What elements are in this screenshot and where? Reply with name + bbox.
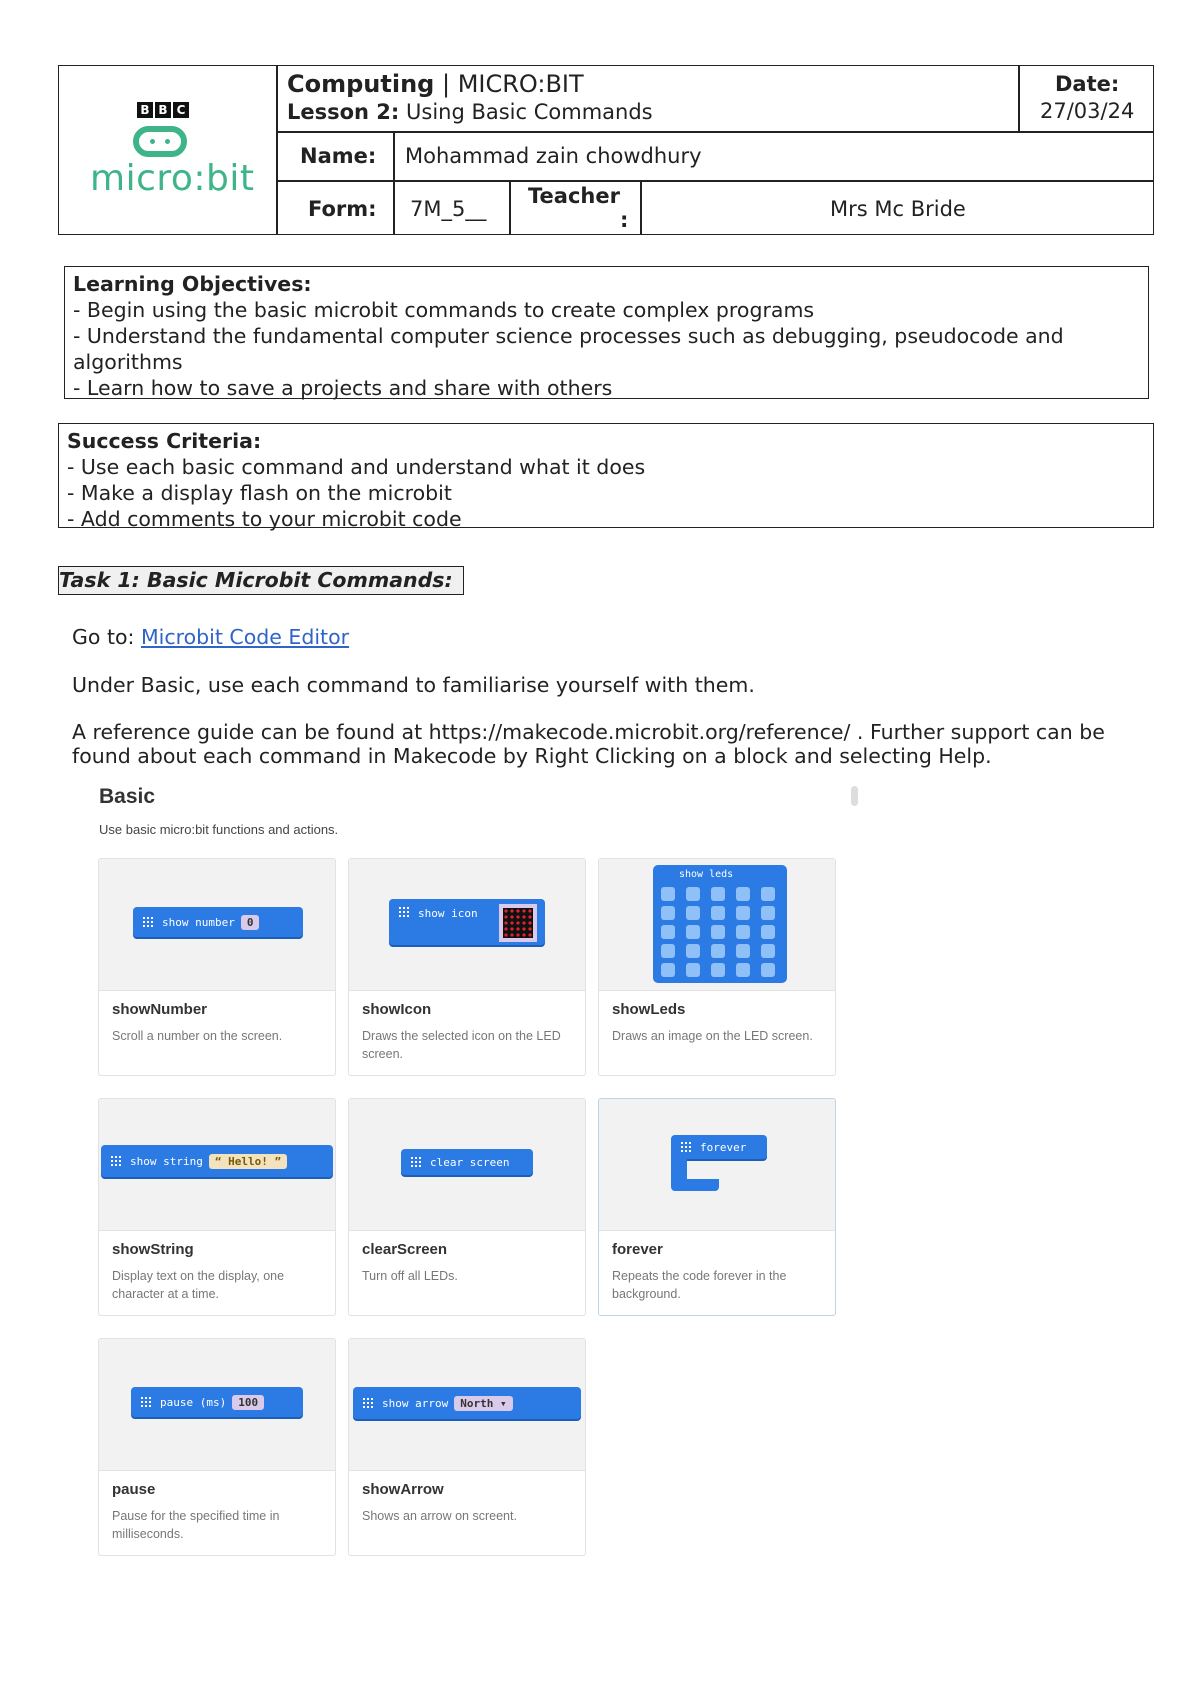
arrow-dropdown: North ▾ <box>454 1396 512 1411</box>
card-name: forever <box>612 1241 663 1258</box>
led-cell <box>736 906 750 920</box>
reference-text: A reference guide can be found at https://makecode.microbit.org/reference/ . Further support can be found about each command in Makecode by Right Clicking on a block and selecting Help. <box>72 720 1105 768</box>
card-preview <box>599 859 835 991</box>
date-label: Date: <box>1055 72 1120 96</box>
task1-title: Task 1: Basic Microbit Commands: <box>58 566 464 595</box>
led-cell <box>711 906 725 920</box>
grid-icon <box>681 1142 691 1152</box>
divider <box>276 180 1154 182</box>
card-preview <box>99 859 335 991</box>
led-cell <box>736 887 750 901</box>
card-showarrow[interactable] <box>348 1338 586 1556</box>
led-cell <box>661 887 675 901</box>
success-criteria-heading: Success Criteria: <box>67 429 262 453</box>
teacher-colon: : <box>620 208 629 232</box>
card-description: Display text on the display, one character at a time. <box>112 1269 285 1301</box>
card-showleds[interactable] <box>598 858 836 1076</box>
card-description: Draws the selected icon on the LED screen. <box>362 1029 561 1061</box>
string-slot: “ Hello! ” <box>209 1154 287 1169</box>
led-cell <box>761 906 775 920</box>
microbit-logo-text: micro:bit <box>90 158 255 199</box>
lesson-title <box>287 100 653 124</box>
lesson-name: Using Basic Commands <box>399 100 653 124</box>
objective-item: - Begin using the basic microbit commands to create complex programs <box>73 298 815 322</box>
card-pause[interactable] <box>98 1338 336 1556</box>
led-cell <box>661 925 675 939</box>
card-clearscreen[interactable] <box>348 1098 586 1316</box>
card-preview <box>599 1099 835 1231</box>
led-cell <box>686 963 700 977</box>
led-cell <box>661 963 675 977</box>
divider <box>1018 65 1020 131</box>
number-slot: 0 <box>241 915 260 930</box>
learning-objectives-heading: Learning Objectives: <box>73 272 312 296</box>
objective-item: - Learn how to save a projects and share with others <box>73 376 613 400</box>
led-cell <box>686 944 700 958</box>
card-name: showNumber <box>112 1001 208 1018</box>
grid-icon <box>363 1398 373 1408</box>
goto-line <box>72 625 349 649</box>
card-preview <box>349 859 585 991</box>
goto-prefix: Go to: <box>72 625 141 649</box>
led-cell <box>736 963 750 977</box>
code-editor-link[interactable]: Microbit Code Editor <box>140 625 350 649</box>
form-label: Form: <box>308 197 377 221</box>
criteria-item: - Add comments to your microbit code <box>67 507 462 531</box>
card-name: showIcon <box>362 1001 432 1018</box>
card-description: Repeats the code forever in the background. <box>612 1269 787 1301</box>
grid-icon <box>411 1157 421 1167</box>
forever-block: forever <box>671 1135 767 1159</box>
card-showicon[interactable] <box>348 858 586 1076</box>
show-arrow-block: show arrow North ▾ <box>353 1387 581 1419</box>
basic-subtitle: Use basic micro:bit functions and actions. <box>99 822 339 837</box>
card-forever[interactable] <box>598 1098 836 1316</box>
teacher-value: Mrs Mc Bride <box>830 197 966 221</box>
card-name: pause <box>112 1481 156 1498</box>
lesson-label: Lesson 2: <box>287 100 400 124</box>
criteria-item: - Make a display flash on the microbit <box>67 481 452 505</box>
card-shownumber[interactable] <box>98 858 336 1076</box>
card-description: Draws an image on the LED screen. <box>612 1029 813 1043</box>
basic-title: Basic <box>99 785 156 808</box>
card-description: Turn off all LEDs. <box>362 1269 458 1283</box>
criteria-item: - Use each basic command and understand what it does <box>67 455 646 479</box>
divider <box>509 180 511 235</box>
card-description: Shows an arrow on screent. <box>362 1509 517 1523</box>
microbit-face-icon <box>133 126 187 157</box>
led-cell <box>736 925 750 939</box>
date-value: 27/03/24 <box>1040 99 1135 123</box>
led-cell <box>761 963 775 977</box>
divider <box>276 131 1154 133</box>
clear-screen-block: clear screen <box>401 1149 533 1175</box>
led-cell <box>661 906 675 920</box>
show-leds-block: show leds <box>653 865 787 983</box>
success-criteria-box <box>58 423 1154 531</box>
card-name: showLeds <box>612 1001 686 1018</box>
bbc-logo: B B C <box>137 102 189 118</box>
pause-block: pause (ms) 100 <box>131 1387 303 1417</box>
instruction-text: Under Basic, use each command to familiarise yourself with them. <box>72 673 755 697</box>
show-string-block: show string “ Hello! ” <box>101 1145 333 1177</box>
form-value: 7M_5__ <box>410 197 487 221</box>
grid-icon <box>141 1397 151 1407</box>
scrollbar[interactable] <box>851 786 858 806</box>
led-cell <box>686 887 700 901</box>
led-cell <box>711 963 725 977</box>
led-cell <box>686 906 700 920</box>
card-preview <box>99 1099 335 1231</box>
card-showstring[interactable] <box>98 1098 336 1316</box>
subject-title <box>287 70 584 98</box>
led-cell <box>711 887 725 901</box>
name-value: Mohammad zain chowdhury <box>405 144 702 168</box>
led-cell <box>761 887 775 901</box>
card-name: clearScreen <box>362 1241 448 1258</box>
card-preview <box>349 1339 585 1471</box>
card-name: showString <box>112 1241 194 1258</box>
card-description: Pause for the specified time in milliseconds. <box>112 1509 280 1541</box>
led-cell <box>761 944 775 958</box>
show-icon-block: show icon <box>389 899 545 945</box>
objective-item: - Understand the fundamental computer science processes such as debugging, pseudocode and algorithms <box>73 324 1064 374</box>
led-cell <box>661 944 675 958</box>
grid-icon <box>111 1156 121 1166</box>
led-cell <box>736 944 750 958</box>
led-cell <box>686 925 700 939</box>
divider <box>640 180 642 235</box>
divider <box>276 65 278 235</box>
led-icon-preview <box>499 904 537 942</box>
card-preview <box>99 1339 335 1471</box>
led-cell <box>711 925 725 939</box>
led-cell <box>761 925 775 939</box>
card-name: showArrow <box>362 1481 444 1498</box>
teacher-label: Teacher <box>528 184 620 208</box>
card-description: Scroll a number on the screen. <box>112 1029 283 1043</box>
name-label: Name: <box>300 144 377 168</box>
card-preview <box>349 1099 585 1231</box>
learning-objectives-box <box>64 266 1149 399</box>
divider <box>393 131 395 235</box>
grid-icon <box>143 917 153 927</box>
number-slot: 100 <box>232 1395 264 1410</box>
led-cell <box>711 944 725 958</box>
grid-icon <box>399 907 409 917</box>
show-number-block: show number 0 <box>133 907 303 937</box>
forever-block-foot <box>671 1179 719 1191</box>
subject-suffix: | MICRO:BIT <box>434 70 584 98</box>
subject-label: Computing <box>287 70 435 98</box>
